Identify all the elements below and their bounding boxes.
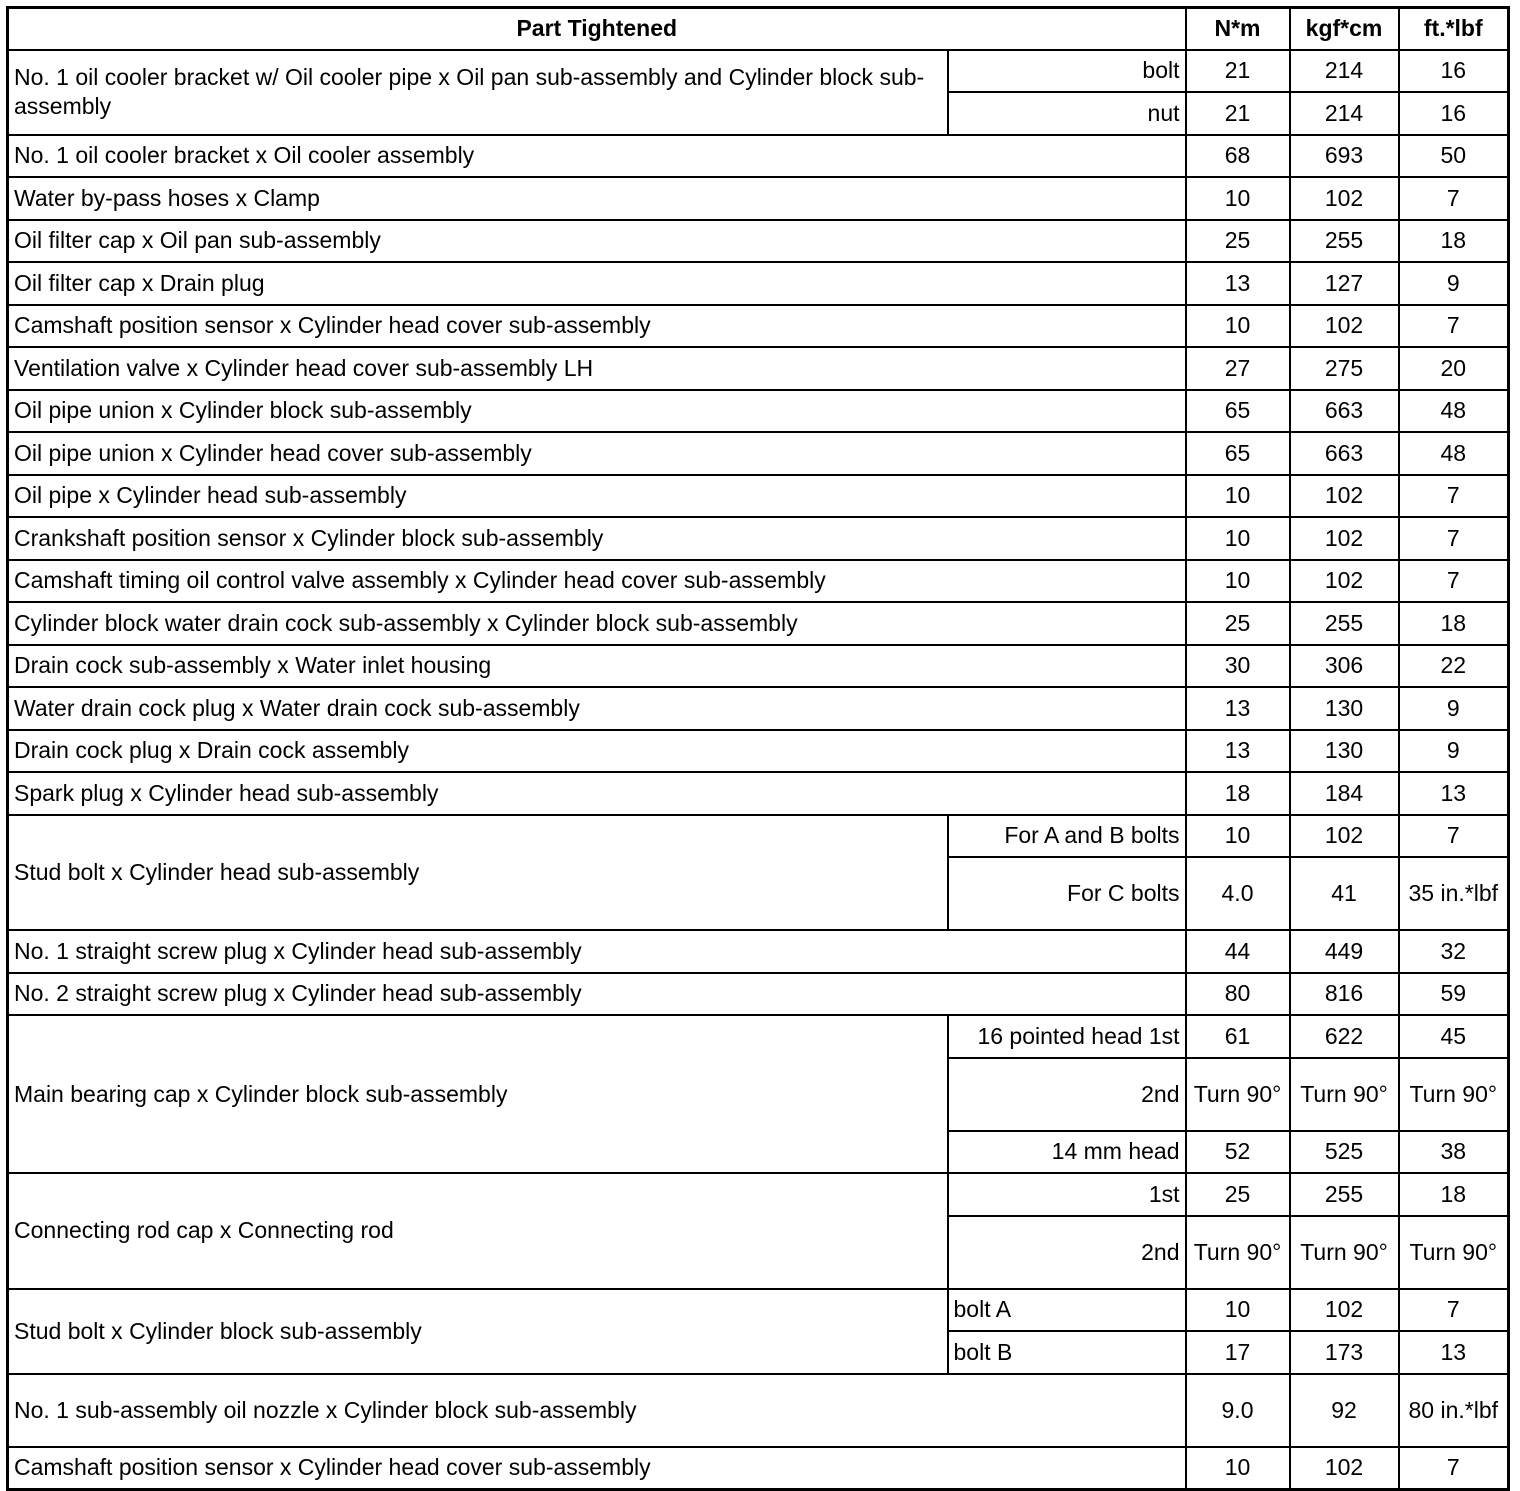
table-row (8, 517, 1509, 560)
torque-ft-lbf: 50 (1399, 135, 1509, 178)
torque-ft-lbf: 9 (1399, 687, 1509, 730)
torque-ft-lbf: 7 (1399, 1447, 1509, 1490)
torque-kgf-cm: Turn 90° (1290, 1216, 1399, 1289)
torque-nm: 10 (1186, 815, 1290, 858)
torque-ft-lbf: 7 (1399, 1289, 1509, 1332)
table-row (8, 1289, 1509, 1332)
torque-ft-lbf: 45 (1399, 1015, 1509, 1058)
torque-nm: 9.0 (1186, 1374, 1290, 1447)
part-name: No. 2 straight screw plug x Cylinder head sub-assembly (8, 973, 1186, 1016)
torque-kgf-cm: 255 (1290, 602, 1399, 645)
torque-nm: 68 (1186, 135, 1290, 178)
part-name: No. 1 straight screw plug x Cylinder head sub-assembly (8, 930, 1186, 973)
torque-ft-lbf: Turn 90° (1399, 1216, 1509, 1289)
torque-kgf-cm: 663 (1290, 432, 1399, 475)
table-row (8, 772, 1509, 815)
table-row (8, 390, 1509, 433)
fastener-label: 2nd (948, 1058, 1186, 1131)
torque-kgf-cm: 92 (1290, 1374, 1399, 1447)
torque-ft-lbf: 18 (1399, 602, 1509, 645)
torque-kgf-cm: 214 (1290, 50, 1399, 93)
torque-ft-lbf: 7 (1399, 517, 1509, 560)
torque-nm: 10 (1186, 560, 1290, 603)
torque-kgf-cm: 102 (1290, 1289, 1399, 1332)
table-row (8, 50, 1509, 93)
torque-nm: 25 (1186, 1173, 1290, 1216)
part-name: No. 1 sub-assembly oil nozzle x Cylinder block sub-assembly (8, 1374, 1186, 1447)
torque-nm: Turn 90° (1186, 1216, 1290, 1289)
table-row (8, 730, 1509, 773)
fastener-label: 1st (948, 1173, 1186, 1216)
part-name: No. 1 oil cooler bracket w/ Oil cooler pipe x Oil pan sub-assembly and Cylinder block sub-assembly (8, 50, 948, 135)
torque-kgf-cm: 41 (1290, 857, 1399, 930)
table-row (8, 475, 1509, 518)
torque-nm: 4.0 (1186, 857, 1290, 930)
part-name: Stud bolt x Cylinder block sub-assembly (8, 1289, 948, 1374)
fastener-label: 14 mm head (948, 1131, 1186, 1174)
torque-kgf-cm: 306 (1290, 645, 1399, 688)
part-name: Water drain cock plug x Water drain cock sub-assembly (8, 687, 1186, 730)
header-row (8, 8, 1509, 50)
torque-ft-lbf: 20 (1399, 347, 1509, 390)
part-name: Main bearing cap x Cylinder block sub-assembly (8, 1015, 948, 1173)
part-name: Camshaft position sensor x Cylinder head cover sub-assembly (8, 1447, 1186, 1490)
part-name: Stud bolt x Cylinder head sub-assembly (8, 815, 948, 931)
torque-kgf-cm: 102 (1290, 517, 1399, 560)
torque-nm: 13 (1186, 262, 1290, 305)
part-name: Water by-pass hoses x Clamp (8, 177, 1186, 220)
torque-kgf-cm: 102 (1290, 560, 1399, 603)
torque-ft-lbf: 7 (1399, 305, 1509, 348)
torque-ft-lbf: 18 (1399, 1173, 1509, 1216)
torque-kgf-cm: 127 (1290, 262, 1399, 305)
table-row (8, 347, 1509, 390)
table-row (8, 1447, 1509, 1490)
torque-nm: 25 (1186, 220, 1290, 263)
torque-kgf-cm: 693 (1290, 135, 1399, 178)
part-name: Ventilation valve x Cylinder head cover sub-assembly LH (8, 347, 1186, 390)
torque-nm: 80 (1186, 973, 1290, 1016)
part-name: Oil pipe union x Cylinder head cover sub-assembly (8, 432, 1186, 475)
torque-ft-lbf: 32 (1399, 930, 1509, 973)
table-row (8, 645, 1509, 688)
part-name: Drain cock sub-assembly x Water inlet housing (8, 645, 1186, 688)
torque-nm: 61 (1186, 1015, 1290, 1058)
fastener-label: 16 pointed head 1st (948, 1015, 1186, 1058)
part-name: Connecting rod cap x Connecting rod (8, 1173, 948, 1289)
table-row (8, 1374, 1509, 1447)
fastener-label: 2nd (948, 1216, 1186, 1289)
fastener-label: bolt B (948, 1331, 1186, 1374)
torque-nm: 30 (1186, 645, 1290, 688)
header-nm: N*m (1186, 8, 1290, 50)
table-row (8, 815, 1509, 858)
torque-ft-lbf: 18 (1399, 220, 1509, 263)
torque-kgf-cm: 214 (1290, 92, 1399, 135)
torque-ft-lbf: 35 in.*lbf (1399, 857, 1509, 930)
table-row (8, 930, 1509, 973)
torque-kgf-cm: 449 (1290, 930, 1399, 973)
torque-ft-lbf: Turn 90° (1399, 1058, 1509, 1131)
torque-kgf-cm: 102 (1290, 475, 1399, 518)
torque-ft-lbf: 9 (1399, 730, 1509, 773)
torque-kgf-cm: 173 (1290, 1331, 1399, 1374)
header-part-tightened: Part Tightened (8, 8, 1186, 50)
torque-nm: 18 (1186, 772, 1290, 815)
torque-kgf-cm: 102 (1290, 1447, 1399, 1490)
fastener-label: For A and B bolts (948, 815, 1186, 858)
table-row (8, 1015, 1509, 1058)
torque-kgf-cm: 130 (1290, 687, 1399, 730)
torque-nm: 17 (1186, 1331, 1290, 1374)
torque-ft-lbf: 48 (1399, 432, 1509, 475)
torque-kgf-cm: 622 (1290, 1015, 1399, 1058)
torque-ft-lbf: 13 (1399, 1331, 1509, 1374)
torque-nm: 10 (1186, 177, 1290, 220)
header-ft-lbf: ft.*lbf (1399, 8, 1509, 50)
torque-kgf-cm: 102 (1290, 305, 1399, 348)
fastener-label: For C bolts (948, 857, 1186, 930)
torque-nm: 52 (1186, 1131, 1290, 1174)
torque-ft-lbf: 59 (1399, 973, 1509, 1016)
table-row (8, 220, 1509, 263)
part-name: No. 1 oil cooler bracket x Oil cooler assembly (8, 135, 1186, 178)
torque-nm: 65 (1186, 390, 1290, 433)
torque-kgf-cm: 275 (1290, 347, 1399, 390)
torque-kgf-cm: 525 (1290, 1131, 1399, 1174)
torque-nm: 10 (1186, 1289, 1290, 1332)
torque-nm: 21 (1186, 92, 1290, 135)
torque-nm: 10 (1186, 475, 1290, 518)
part-name: Spark plug x Cylinder head sub-assembly (8, 772, 1186, 815)
torque-ft-lbf: 7 (1399, 560, 1509, 603)
part-name: Oil pipe union x Cylinder block sub-assembly (8, 390, 1186, 433)
fastener-label: nut (948, 92, 1186, 135)
torque-kgf-cm: 102 (1290, 815, 1399, 858)
table-row (8, 973, 1509, 1016)
torque-nm: 65 (1186, 432, 1290, 475)
fastener-label: bolt A (948, 1289, 1186, 1332)
torque-nm: 10 (1186, 1447, 1290, 1490)
torque-ft-lbf: 22 (1399, 645, 1509, 688)
part-name: Oil filter cap x Drain plug (8, 262, 1186, 305)
part-name: Camshaft position sensor x Cylinder head cover sub-assembly (8, 305, 1186, 348)
part-name: Oil pipe x Cylinder head sub-assembly (8, 475, 1186, 518)
table-row (8, 602, 1509, 645)
part-name: Cylinder block water drain cock sub-assembly x Cylinder block sub-assembly (8, 602, 1186, 645)
torque-kgf-cm: 816 (1290, 973, 1399, 1016)
header-kgf-cm: kgf*cm (1290, 8, 1399, 50)
table-row (8, 135, 1509, 178)
part-name: Camshaft timing oil control valve assembly x Cylinder head cover sub-assembly (8, 560, 1186, 603)
torque-nm: 21 (1186, 50, 1290, 93)
torque-kgf-cm: 255 (1290, 220, 1399, 263)
torque-kgf-cm: 102 (1290, 177, 1399, 220)
torque-nm: 13 (1186, 687, 1290, 730)
torque-ft-lbf: 7 (1399, 177, 1509, 220)
torque-ft-lbf: 9 (1399, 262, 1509, 305)
torque-ft-lbf: 7 (1399, 815, 1509, 858)
table-row (8, 687, 1509, 730)
table-row (8, 177, 1509, 220)
torque-nm: 44 (1186, 930, 1290, 973)
torque-spec-table (6, 6, 1510, 1491)
torque-nm: 10 (1186, 517, 1290, 560)
part-name: Crankshaft position sensor x Cylinder block sub-assembly (8, 517, 1186, 560)
part-name: Oil filter cap x Oil pan sub-assembly (8, 220, 1186, 263)
torque-nm: Turn 90° (1186, 1058, 1290, 1131)
table-row (8, 262, 1509, 305)
torque-kgf-cm: 255 (1290, 1173, 1399, 1216)
torque-kgf-cm: 663 (1290, 390, 1399, 433)
table-row (8, 305, 1509, 348)
torque-nm: 25 (1186, 602, 1290, 645)
torque-ft-lbf: 16 (1399, 92, 1509, 135)
torque-nm: 13 (1186, 730, 1290, 773)
table-row (8, 1173, 1509, 1216)
torque-ft-lbf: 16 (1399, 50, 1509, 93)
table-row (8, 560, 1509, 603)
torque-ft-lbf: 13 (1399, 772, 1509, 815)
torque-kgf-cm: 184 (1290, 772, 1399, 815)
torque-ft-lbf: 7 (1399, 475, 1509, 518)
torque-ft-lbf: 80 in.*lbf (1399, 1374, 1509, 1447)
torque-nm: 27 (1186, 347, 1290, 390)
fastener-label: bolt (948, 50, 1186, 93)
torque-ft-lbf: 48 (1399, 390, 1509, 433)
torque-kgf-cm: 130 (1290, 730, 1399, 773)
table-row (8, 432, 1509, 475)
torque-ft-lbf: 38 (1399, 1131, 1509, 1174)
part-name: Drain cock plug x Drain cock assembly (8, 730, 1186, 773)
torque-nm: 10 (1186, 305, 1290, 348)
torque-kgf-cm: Turn 90° (1290, 1058, 1399, 1131)
